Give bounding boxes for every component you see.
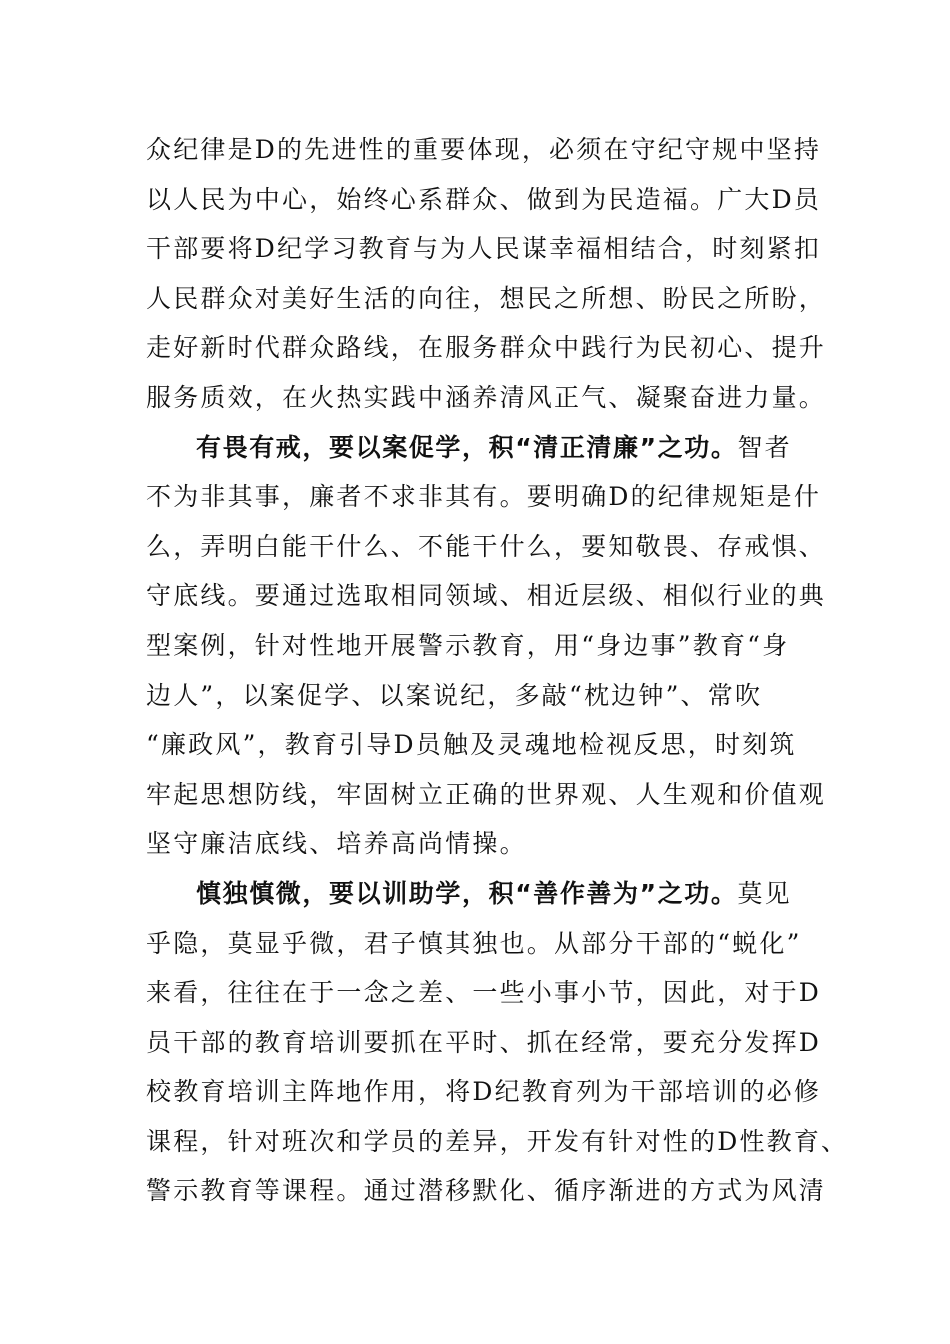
- text-line: 服务质效，在火热实践中涵养清风正气、凝聚奋进力量。: [146, 382, 827, 412]
- paragraph-heading: 慎独慎微，要以训助学，积“善作善为”之功。: [196, 878, 738, 908]
- text-line: 乎隐，莫显乎微，君子慎其独也。从部分干部的“蜕化”: [146, 928, 802, 958]
- document-body: [146, 125, 849, 1216]
- text-line: 干部要将D纪学习教育与为人民谋幸福相结合，时刻紧扣: [146, 234, 822, 264]
- paragraph-text: 莫见: [737, 878, 792, 908]
- text-line: 人民群众对美好生活的向往，想民之所想、盼民之所盼，: [146, 283, 827, 313]
- text-line: 走好新时代群众路线，在服务群众中践行为民初心、提升: [146, 333, 827, 363]
- text-line: 牢起思想防线，牢固树立正确的世界观、人生观和价值观: [146, 779, 827, 809]
- text-line: 以人民为中心，始终心系群众、做到为民造福。广大D员: [146, 184, 822, 214]
- text-line: 守底线。要通过选取相同领域、相近层级、相似行业的典: [146, 581, 827, 611]
- text-line: 课程，针对班次和学员的差异，开发有针对性的D性教育、: [146, 1126, 849, 1156]
- text-line: 来看，往往在于一念之差、一些小事小节，因此，对于D: [146, 978, 822, 1008]
- text-line: 型案例，针对性地开展警示教育，用“身边事”教育“身: [146, 630, 790, 660]
- text-line: 不为非其事，廉者不求非其有。要明确D的纪律规矩是什: [146, 482, 822, 512]
- text-line: 警示教育等课程。通过潜移默化、循序渐进的方式为风清: [146, 1176, 827, 1206]
- text-line: “廉政风”，教育引导D员触及灵魂地检视反思，时刻筑: [146, 730, 797, 760]
- text-line: 坚守廉洁底线、培养高尚情操。: [146, 829, 527, 859]
- text-line: 么，弄明白能干什么、不能干什么，要知敬畏、存戒惧、: [146, 531, 827, 561]
- text-line: 员干部的教育培训要抓在平时、抓在经常，要充分发挥D: [146, 1027, 822, 1057]
- paragraph-first-line: [146, 869, 826, 919]
- paragraph-text: 智者: [737, 432, 792, 462]
- text-line: 边人”，以案促学、以案说纪，多敲“枕边钟”、常吹: [146, 680, 763, 710]
- text-line: 校教育培训主阵地作用，将D纪教育列为干部培训的必修: [146, 1077, 822, 1107]
- paragraph-heading: 有畏有戒，要以案促学，积“清正清廉”之功。: [196, 432, 738, 462]
- text-line: 众纪律是D的先进性的重要体现，必须在守纪守规中坚持: [146, 135, 822, 164]
- paragraph-first-line: [146, 423, 826, 473]
